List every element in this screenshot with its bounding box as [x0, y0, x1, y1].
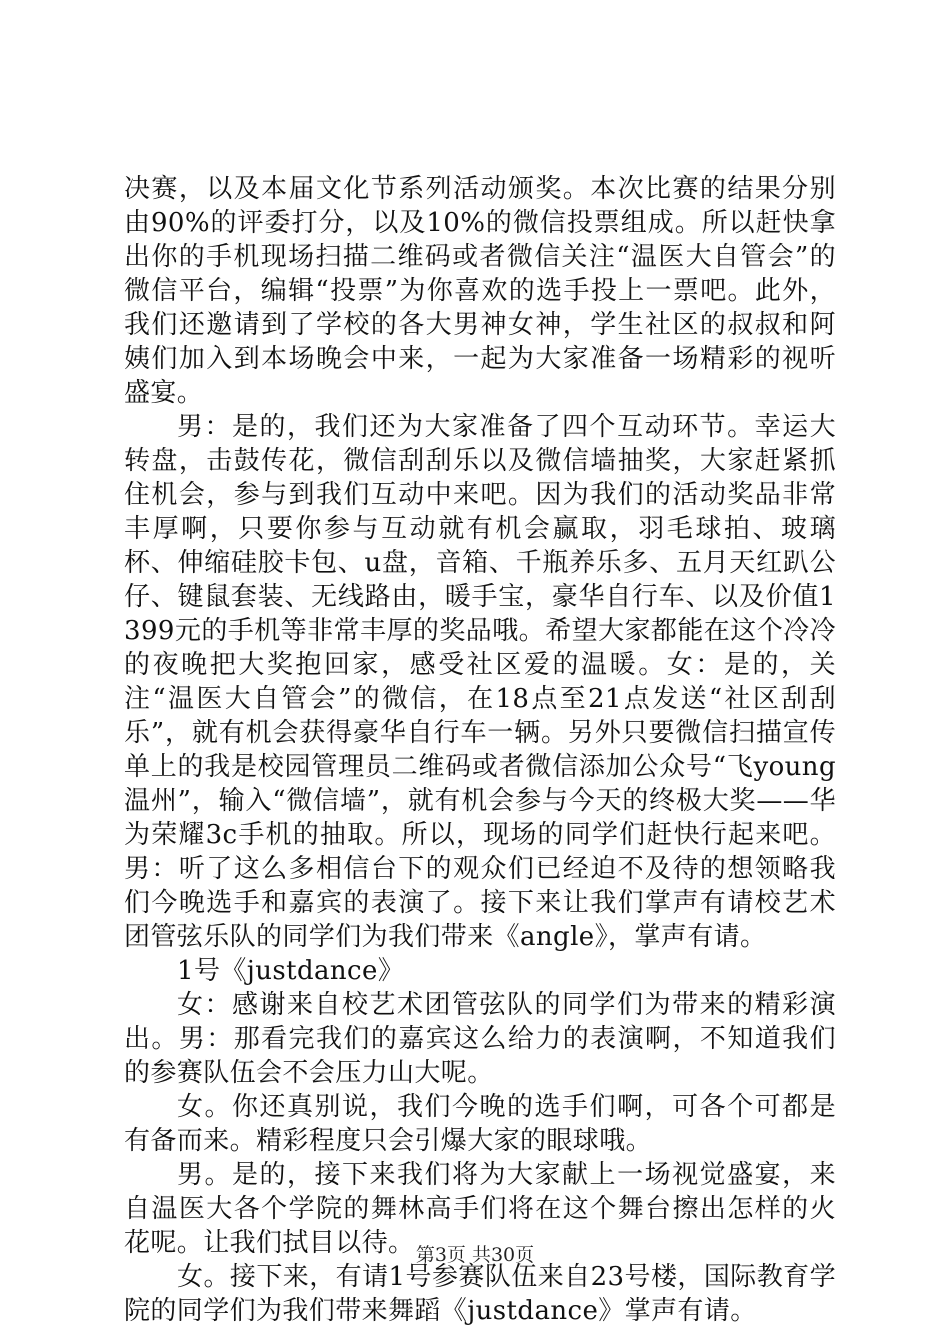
paragraph: 男。是的，接下来我们将为大家献上一场视觉盛宴，来自温医大各个学院的舞林高手们将在这个舞台擦出怎样的火花呢。让我们拭目以待。 — [124, 1160, 836, 1258]
paragraph-heading: 1号《justdance》 — [177, 956, 405, 986]
paragraph: 女：感谢来自校艺术团管弦队的同学们为带来的精彩演出。男：那看完我们的嘉宾这么给力的表演啊，不知道我们的参赛队伍会不会压力山大呢。 — [124, 990, 836, 1088]
paragraph: 女。你还真别说，我们今晚的选手们啊，可各个可都是有备而来。精彩程度只会引爆大家的眼球哦。 — [124, 1092, 836, 1156]
page-number-footer: 第3页 共30页 — [415, 1244, 535, 1266]
paragraph: 决赛，以及本届文化节系列活动颁奖。本次比赛的结果分别由90%的评委打分，以及10%的微信投票组成。所以赶快拿出你的手机现场扫描二维码或者微信关注“温医大自管会”的微信平台，编辑“投票”为你喜欢的选手投上一票吧。此外，我们还邀请到了学校的各大男神女神，学生社区的叔叔和阿姨们加入到本场晚会中来，一起为大家准备一场精彩的视听盛宴。 — [124, 174, 836, 408]
document-body — [124, 172, 836, 1328]
paragraph: 男：是的，我们还为大家准备了四个互动环节。幸运大转盘，击鼓传花，微信刮刮乐以及微信墙抽奖，大家赶紧抓住机会，参与到我们互动中来吧。因为我们的活动奖品非常丰厚啊，只要你参与互动就有机会赢取，羽毛球拍、玻璃杯、伸缩硅胶卡包、u盘，音箱、千瓶养乐多、五月天红趴公仔、键鼠套装、无线路由，暖手宝，豪华自行车、以及价值1399元的手机等非常丰厚的奖品哦。希望大家都能在这个冷冷的夜晚把大奖抱回家，感受社区爱的温暖。女：是的，关注“温医大自管会”的微信，在18点至21点发送“社区刮刮乐”，就有机会获得豪华自行车一辆。另外只要微信扫描宣传单上的我是校园管理员二维码或者微信添加公众号“飞young温州”，输入“微信墙”，就有机会参与今天的终极大奖——华为荣耀3c手机的抽取。所以，现场的同学们赶快行起来吧。男：听了这么多相信台下的观众们已经迫不及待的想领略我们今晚选手和嘉宾的表演了。接下来让我们掌声有请校艺术团管弦乐队的同学们为我们带来《angle》，掌声有请。 — [124, 412, 836, 952]
paragraph: 女。接下来，有请1号参赛队伍来自23号楼，国际教育学院的同学们为我们带来舞蹈《justdance》掌声有请。 — [124, 1262, 836, 1326]
